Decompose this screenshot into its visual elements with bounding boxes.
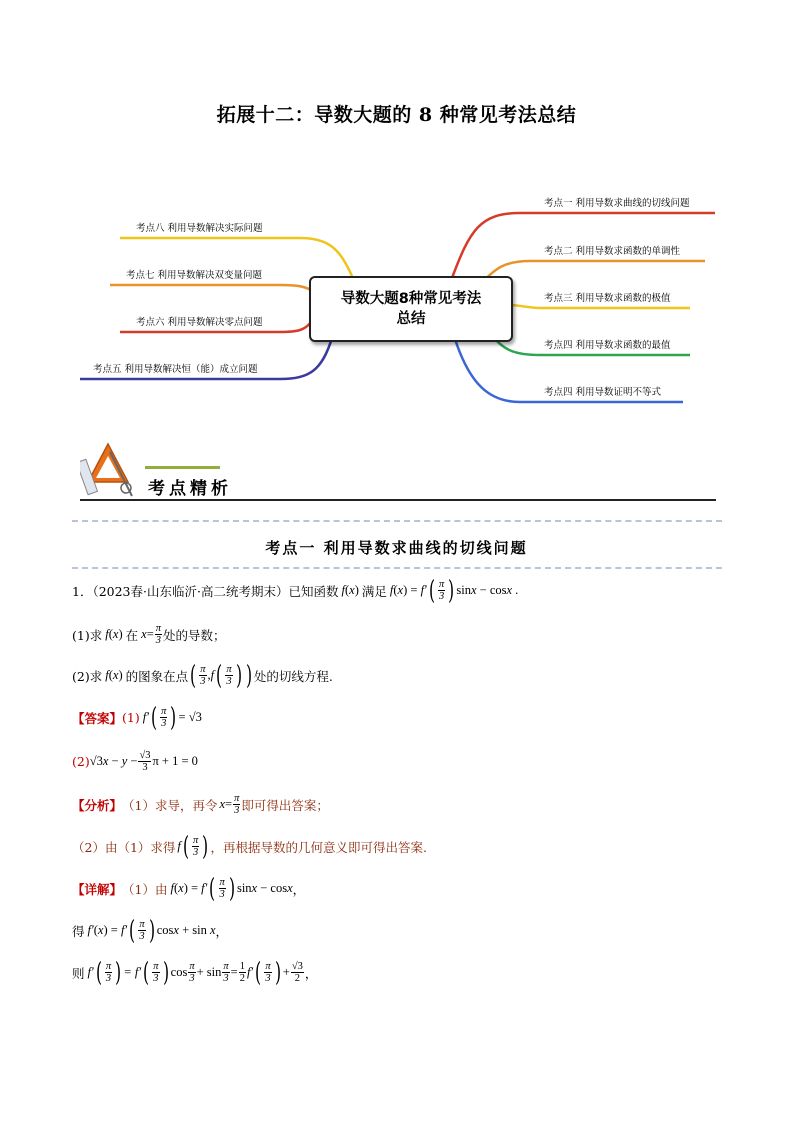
detail-tag: 【详解】	[72, 881, 123, 897]
mindmap-branches	[0, 0, 793, 420]
q2-c: 处的切线方程.	[253, 668, 333, 684]
analysis-s2a: （2）由（1）求得	[72, 839, 176, 855]
detail-2: 得 f′(x) = f′ ( $\frac{\pi}{3}$ ) cosx + sin x ，	[72, 915, 229, 946]
detail-ze: 则	[72, 965, 85, 981]
analysis-1: 【分析】 （1）求导，再令 x= $\frac{\pi}{3}$ 即可得出答案；	[72, 793, 329, 816]
answer-1: 【答案】 (1) f′ ( $\frac{\pi}{3}$ ) = √3	[72, 702, 202, 733]
banner-accent	[145, 466, 220, 469]
analysis-tag: 【分析】	[72, 797, 123, 813]
branch-right-3	[509, 305, 690, 308]
detail-comma-3: ，	[304, 965, 318, 981]
ruler-compass-icon	[80, 438, 150, 500]
question-2: (2)求 f(x) 的图象在点 ( $\frac{\pi}{3}$ , f ( $\frac{\pi}{3}$ ) ) 处的切线方程.	[72, 660, 333, 691]
mindmap-right-1: 考点一 利用导数求曲线的切线问题	[544, 198, 690, 209]
section-divider-bottom	[72, 567, 722, 569]
problem-statement: 1．（2023春·山东临沂·高二统考期末）已知函数 f(x) 满足 f(x) = f′ ( $\frac{\pi}{3}$ ) sinx − cosx .	[72, 575, 519, 606]
mindmap-left-2: 考点七 利用导数解决双变量问题	[126, 270, 263, 281]
detail-de: 得	[72, 923, 85, 939]
mindmap-left-4: 考点五 利用导数解决恒（能）成立问题	[93, 364, 258, 375]
q1-c: 处的导数；	[163, 627, 226, 643]
q1-a: (1)求	[72, 627, 103, 643]
analysis-s2b: ，再根据导数的几何意义即可得出答案.	[210, 839, 427, 855]
answer-2: (2) √3x − y − $\frac{√3}{3}$ π + 1 = 0	[72, 750, 198, 773]
analysis-s1a: （1）求导，再令	[122, 797, 218, 813]
answer-tag: 【答案】	[72, 710, 123, 726]
math-rhs: sinx − cosx .	[456, 583, 519, 597]
banner-label: 考点精析	[148, 479, 232, 499]
mindmap-left-1: 考点八 利用导数解决实际问题	[136, 223, 263, 234]
mindmap-center-line2: 总结	[396, 311, 426, 327]
detail-s1: （1）由	[122, 881, 168, 897]
detail-comma-2: ，	[215, 923, 229, 939]
mindmap-right-5: 考点四 利用导数证明不等式	[544, 387, 662, 398]
problem-intro: 1．（2023春·山东临沂·高二统考期末）已知函数	[72, 583, 339, 599]
answer-p1: (1)	[122, 710, 140, 725]
analysis-s1b: 即可得出答案；	[241, 797, 329, 813]
mindmap-center	[309, 276, 513, 342]
math-frac: $\frac{\pi}{3}$	[438, 579, 445, 602]
answer-p2: (2)	[72, 754, 90, 769]
mindmap-left-3: 考点六 利用导数解决零点问题	[136, 317, 263, 328]
q2-a: (2)求	[72, 668, 103, 684]
q2-b: 的图象在点	[125, 668, 189, 684]
mindmap-right-4: 考点四 利用导数求函数的最值	[544, 340, 671, 351]
banner-rule	[80, 499, 716, 501]
mindmap-right-2: 考点二 利用导数求函数的单调性	[544, 246, 681, 257]
branch-right-2	[480, 261, 705, 285]
mindmap-right-3: 考点三 利用导数求函数的极值	[544, 293, 671, 304]
problem-sat: 满足	[361, 583, 387, 599]
question-1: (1)求 f(x) 在 x= $\frac{\pi}{3}$ 处的导数；	[72, 623, 226, 646]
analysis-2: （2）由（1）求得 f ( $\frac{\pi}{3}$ ) ，再根据导数的几何意义即可得出答案.	[72, 831, 427, 862]
q1-b: 在	[125, 627, 139, 643]
section-title: 考点一 利用导数求曲线的切线问题	[265, 539, 528, 557]
mindmap-center-line1: 导数大题8种常见考法	[340, 291, 482, 307]
detail-comma-1: ，	[292, 881, 306, 897]
detail-3: 则 f′ ( $\frac{\pi}{3}$ ) = f′ ( $\frac{\pi}{3}$ ) cos $\frac{\pi}{3}$ + sin $\frac{\pi}{3}$ = $\frac{1}{2}$ f′ ( $\frac{\pi}{3}$ ) + $\frac{√3}{2}$ ，	[72, 957, 318, 988]
math-fx: f(x)	[341, 583, 359, 597]
math-fx-eq: f(x) = f′	[389, 583, 427, 597]
section-divider-top	[72, 520, 722, 522]
branch-left-2	[110, 285, 311, 290]
page-title: 拓展十二：导数大题的 8 种常见考法总结	[216, 104, 577, 126]
detail-1: 【详解】 （1）由 f(x) = f′ ( $\frac{\pi}{3}$ ) sinx − cosx ，	[72, 873, 306, 904]
